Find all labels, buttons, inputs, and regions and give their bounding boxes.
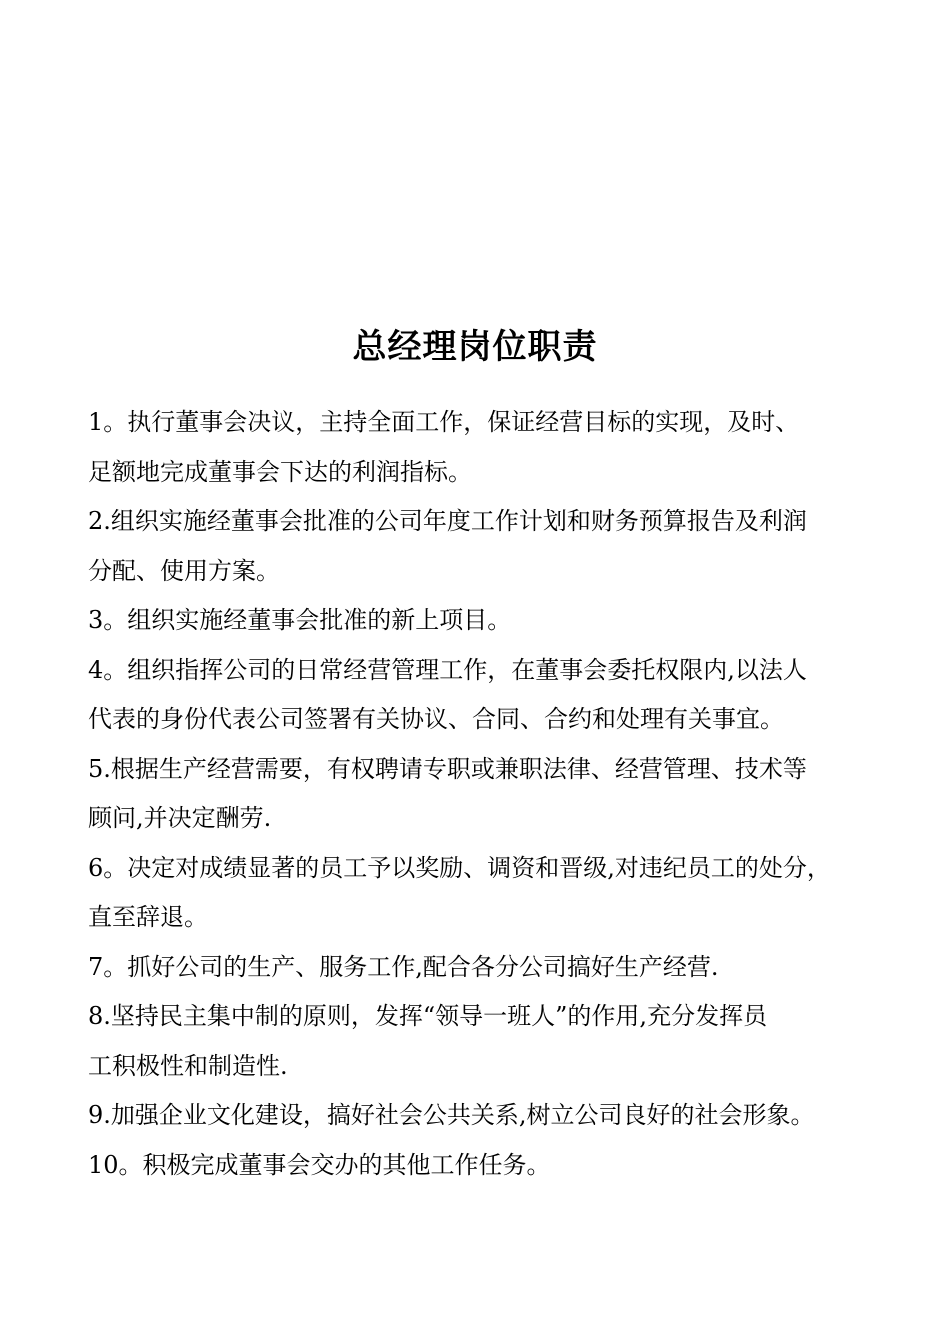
body-line-12: 7。抓好公司的生产、服务工作,配合各分公司搞好生产经营. <box>88 952 719 981</box>
body-line-10: 6。决定对成绩显著的员工予以奖励、调资和晋级,对违纪员工的处分， <box>88 853 831 882</box>
body-line-1: 1。执行董事会决议，主持全面工作，保证经营目标的实现，及时、 <box>88 408 800 436</box>
body-line-11: 直至辞退。 <box>88 903 208 931</box>
body-line-2: 足额地完成董事会下达的利润指标。 <box>88 457 472 486</box>
body-line-5: 3。组织实施经董事会批准的新上项目。 <box>88 606 512 634</box>
body-line-16: 10。积极完成董事会交办的其他工作任务。 <box>88 1150 551 1179</box>
body-line-13: 8.坚持民主集中制的原则，发挥“领导一班人”的作用,充分发挥员 <box>88 1002 768 1030</box>
body-line-9: 顾问,并决定酬劳. <box>88 804 272 832</box>
body-line-6: 4。组织指挥公司的日常经营管理工作，在董事会委托权限内,以法人 <box>88 655 807 684</box>
body-line-8: 5.根据生产经营需要，有权聘请专职或兼职法律、经营管理、技术等 <box>88 754 807 783</box>
document-title: 总经理岗位职责 <box>352 327 598 367</box>
body-line-15: 9.加强企业文化建设，搞好社会公共关系,树立公司良好的社会形象。 <box>88 1101 815 1129</box>
body-line-4: 分配、使用方案。 <box>88 556 280 585</box>
body-line-3: 2.组织实施经董事会批准的公司年度工作计划和财务预算报告及利润 <box>88 507 807 535</box>
body-line-14: 工积极性和制造性. <box>88 1051 288 1080</box>
document-body <box>88 398 878 1190</box>
body-line-7: 代表的身份代表公司签署有关协议、合同、合约和处理有关事宜。 <box>88 705 784 733</box>
